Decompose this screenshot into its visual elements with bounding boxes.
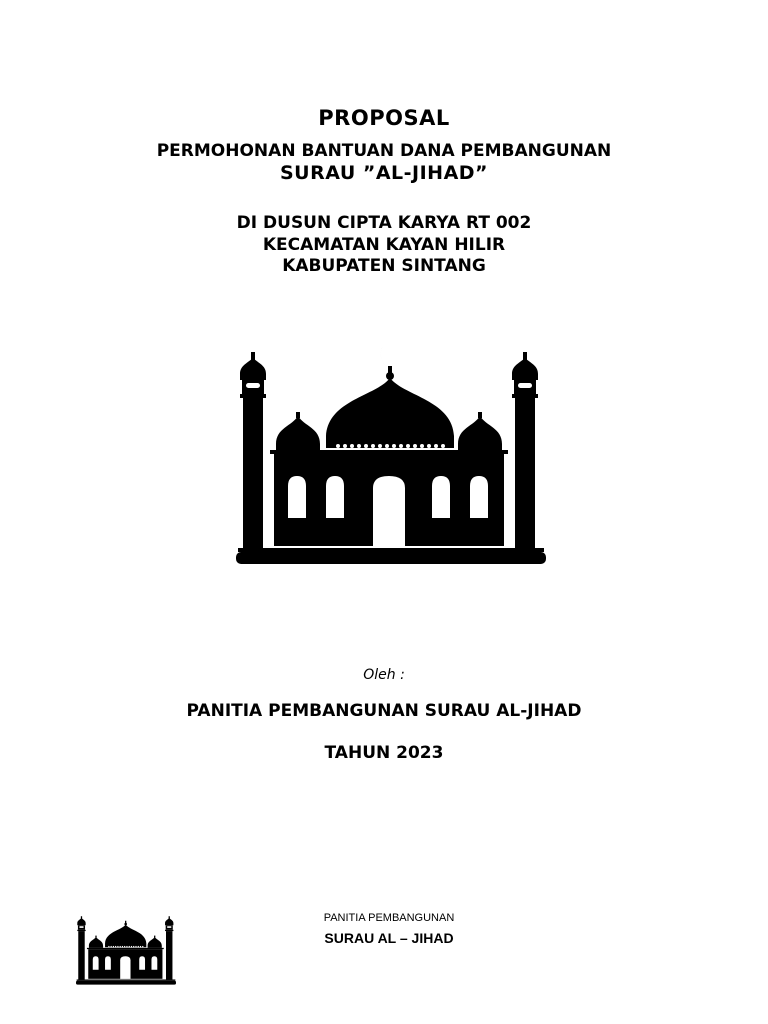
year-label: TAHUN 2023: [324, 743, 444, 763]
footer-line-1: PANITIA PEMBANGUNAN: [323, 912, 455, 924]
subtitle-line-1: PERMOHONAN BANTUAN DANA PEMBANGUNAN: [156, 141, 612, 161]
by-label: Oleh :: [363, 667, 405, 683]
document-title: PROPOSAL: [318, 106, 450, 130]
committee-name: PANITIA PEMBANGUNAN SURAU AL-JIHAD: [186, 701, 582, 721]
mosque-icon: [236, 336, 546, 568]
location-line-1: DI DUSUN CIPTA KARYA RT 002: [236, 213, 532, 233]
location-line-3: KABUPATEN SINTANG: [282, 256, 486, 276]
mosque-icon: [76, 911, 176, 986]
location-line-2: KECAMATAN KAYAN HILIR: [262, 235, 506, 255]
footer-line-2: SURAU AL – JIHAD: [324, 930, 454, 946]
subtitle-line-2: SURAU ”AL-JIHAD”: [279, 162, 489, 184]
